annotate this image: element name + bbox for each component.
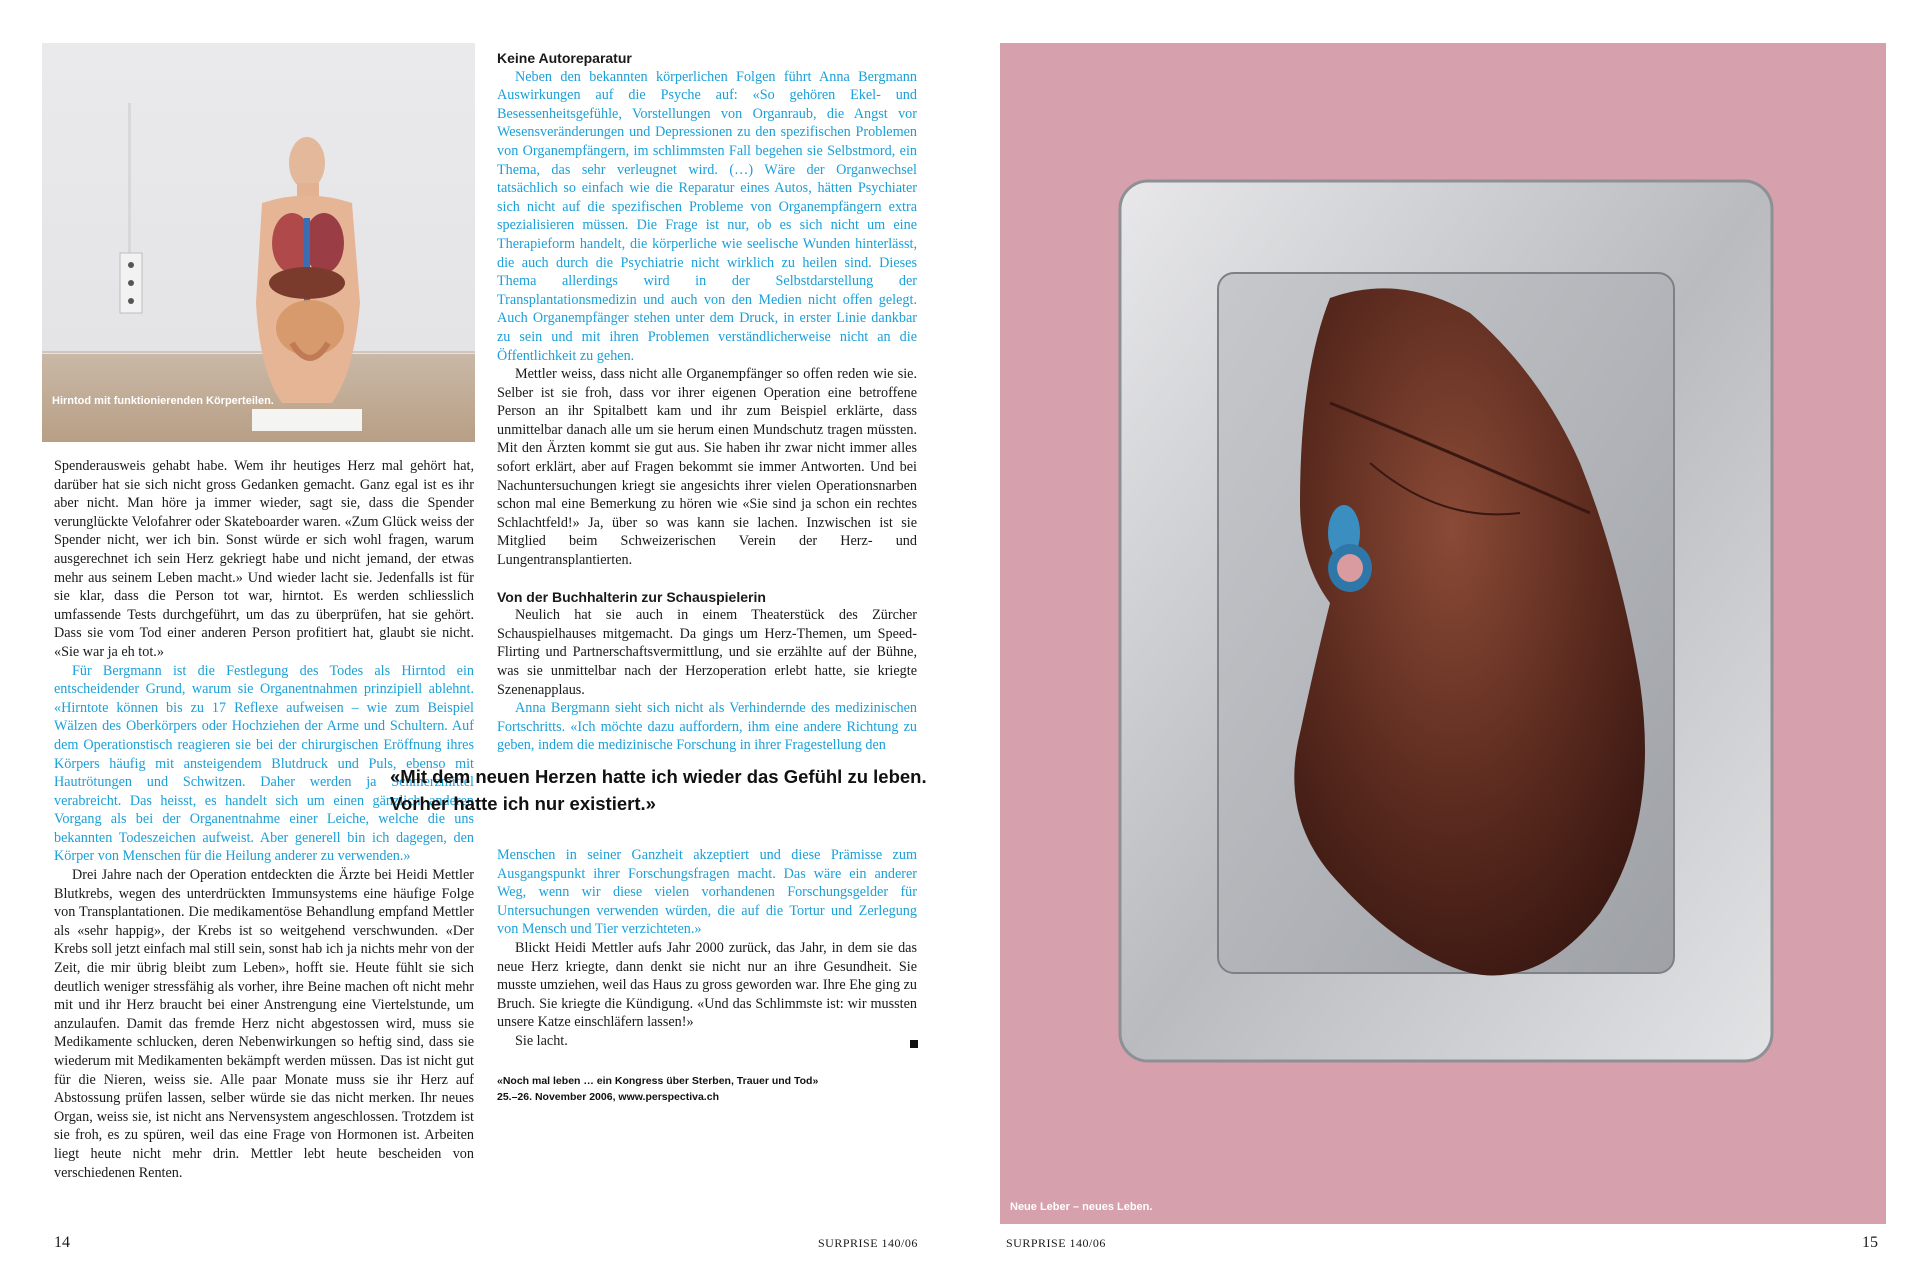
paragraph-quote: Neben den bekannten körperlichen Folgen führt Anna Bergmann Auswirkungen auf die Psyche auf: «So gehören Ekel- und Besessenheitsgefühle, Vorstellungen von Organraub, die Angst vor Wesensveränderungen und Depressionen zu den spezifischen Problemen von Organempfängern, im schlimmsten Fall begehen sie Selbstmord, ein Thema, das sehr verleugnet wird. (…) Wäre der Organwechsel tatsächlich so einfach wie die Reparatur eines Autos, hätten Psychiater sich nicht auf die spezifischen Probleme von Organempfängern extra spezialisieren müssen. Die Frage ist nur, ob es sich nicht um eine Therapieform handelt, die körperliche wie seelische Wunden hinterlässt, die auch durch die Psychiatrie nicht wirklich zu heilen sind. Dieses Thema allerdings wird in der Selbstdarstellung der Transplantationsmedizin und auch von den Medien nicht offen gelegt. Auch Organempfänger stehen unter dem Druck, in erster Linie dankbar zu sein und mit ihren Problemen verständlicherweise nicht an die Öffentlichkeit zu gehen. — [497, 68, 917, 364]
pull-quote: «Mit dem neuen Herzen hatte ich wieder das Gefühl zu leben. Vorher hatte ich nur existiert.» — [390, 766, 927, 814]
paragraph-quote: Anna Bergmann sieht sich nicht als Verhindernde des medizinischen Fortschritts. «Ich möchte dazu auffordern, ihm eine andere Richtung zu geben, indem die medizinische Forschung in ihrer Fragestellung den — [497, 700, 917, 754]
section-heading: Keine Autoreparatur — [497, 50, 632, 66]
torso-illustration — [42, 43, 475, 442]
end-mark — [910, 1040, 918, 1048]
liver-on-tray-photo — [1000, 43, 1886, 1224]
running-footer: SURPRISE 140/06 — [818, 1236, 918, 1250]
paragraph: Spenderausweis gehabt habe. Wem ihr heutiges Herz mal gehört hat, darüber hat sie sich nicht gross Gedanken gemacht. Ganz egal ist es ihr aber nicht. Man höre ja immer wieder, sagt sie, dass die Spender verunglückte Velofahrer oder Skateboarder waren. «Zum Glück weiss der Spender nicht, wer ich bin. Sonst würde er sich wohl fragen, warum ausgerechnet ich sein Herz gekriegt habe und nicht jemand, der etwas mehr aus seinem Leben macht.» Und wieder lacht sie. Jedenfalls ist für sie klar, dass die Person tot war, hirntot. Es werden schliesslich umfassende Tests durchgeführt, um das zu überprüfen, hat sie gehört. Dass sie vom Tod einer anderen Person profitiert hat, glaubt sie nicht. «Sie war ja eh tot.» — [54, 458, 474, 660]
paragraph: Blickt Heidi Mettler aufs Jahr 2000 zurück, das Jahr, in dem sie das neue Herz kriegte, dann denkt sie nicht nur an ihre Gesundheit. Sie musste umziehen, weil das Haus zu gross geworden war. Ihre Ehe ging zu Bruch. Sie kriegte die Kündigung. «Und das Schlimmste ist: wir mussten unsere Katze einschläfern lassen!» — [497, 939, 917, 1031]
paragraph: Mettler weiss, dass nicht alle Organempfänger so offen reden wie sie. Selber ist sie froh, dass vor ihrer eigenen Operation eine betroffene Person an ihr Spitalbett kam und ihr zum Beispiel erklärte, dass unmittelbar danach alle um sie herum einen Mundschutz tragen müssten. Mit den Ärzten kommt sie gut aus. Sie haben ihr zwar nicht immer alles sofort erklärt, aber auf Fragen bekommt sie immer Antworten. Und bei Nachuntersuchungen kriegt sie angesichts ihrer vielen Operationsnarben schon mal eine Bemerkung zu hören wie «Sie sind ja schon ein rechtes Schlachtfeld!» Ja, über so was kann sie lachen. Inzwischen ist sie Mitglied beim Schweizerischen Verein der Herz- und Lungentransplantierten. — [497, 366, 917, 569]
page-number: 15 — [1862, 1234, 1878, 1251]
torso-photo-caption: Hirntod mit funktionierenden Körperteilen. — [52, 395, 274, 407]
running-footer: SURPRISE 140/06 — [1006, 1236, 1106, 1250]
right-column-top — [497, 49, 917, 755]
section-heading: Von der Buchhalterin zur Schauspielerin — [497, 588, 766, 605]
right-column-bottom — [497, 846, 917, 1051]
right-page — [1000, 0, 1920, 1267]
paragraph-quote: Menschen in seiner Ganzheit akzeptiert und diese Prämisse zum Ausgangspunkt ihrer Forschungsfragen macht. Das wäre ein anderer Weg, wenn wir diese vielen vorhandenen Forschungsgelder für Untersuchungen verwenden würden, die auf die Tortur und Zerlegung von Mensch und Tier verzichteten.» — [497, 847, 917, 938]
credit-line: «Noch mal leben … ein Kongress über Sterben, Trauer und Tod» — [497, 1075, 819, 1087]
page-number: 14 — [54, 1234, 70, 1251]
event-credit — [497, 1073, 917, 1105]
liver-illustration — [1000, 43, 1886, 1224]
paragraph: Drei Jahre nach der Operation entdeckten die Ärzte bei Heidi Mettler Blutkrebs, wegen des unterdrückten Immunsystems eine häufige Folge von Transplantationen. Die medikamentöse Behandlung empfand Mettler als «sehr happig», der Krebs ist so weitgehend verschwunden. «Der Krebs soll jetzt einfach mal still sein, sonst hab ich ja nichts mehr von der Zeit, die mir übrig bleibt zum Leben», hofft sie. Heute fühlt sie sich deutlich weniger stressfähig als vorher, ihre Beine machen oft nicht mehr mit und ihr Herz braucht bei einer Anstrengung eine Viertelstunde, um anzulaufen. Damit das fremde Herz nicht abgestossen wird, muss sie Medikamente schlucken, deren Nebenwirkungen so heftig sind, dass sie wiederum mit Medikamenten bekämpft werden müssen. Das ist nicht gut für die Nieren, weiss sie. Alle paar Monate muss sie ihr Herz auf Abstossung prüfen lassen, selber würde sie das nicht merken. Ihr neues Organ, weiss sie, ist nicht ans Nervensystem angeschlossen. Trotzdem ist sie froh, es zu spüren, weil das eine Frage von Hormonen ist. Arbeiten liegt heute nicht mehr drin. Mettler lebt heute bescheiden von verschiedenen Renten. — [54, 867, 474, 1181]
torso-model-photo — [42, 43, 475, 442]
credit-line: 25.–26. November 2006, www.perspectiva.ch — [497, 1091, 719, 1103]
paragraph: Neulich hat sie auch in einem Theaterstück des Zürcher Schauspielhauses mitgemacht. Da gings um Herz-Themen, um Speed-Flirting und Partnerschaftsvermittlung, und sie erzählte auf der Bühne, was sie unmittelbar nach der Herzoperation erlebt hatte, sie kriegte Szenenapplaus. — [497, 607, 917, 698]
paragraph-quote: Für Bergmann ist die Festlegung des Todes als Hirntod ein entscheidender Grund, warum sie Organentnahmen prinzipiell ablehnt. «Hirntote können bis zu 17 Reflexe aufweisen – wie zum Beispiel Wälzen des Oberkörpers oder Hochziehen der Arme und Schultern. Auf dem Operationstisch reagieren sie bei der chirurgischen Eröffnung ihres Körpers häufig mit ansteigendem Blutdruck und Puls, ebenso mit Hautrötungen und Schwitzen. Daher werden ja Schmerzmittel verabreicht. Das heisst, es handelt sich um einen gänzlich anderen Vorgang als bei der Organentnahme einer Leiche, welche die uns bekannten Todeszeichen aufweist. Aber generell bin ich dagegen, den Körper von Menschen für die Heilung anderer zu verwenden.» — [54, 662, 474, 865]
paragraph: Sie lacht. — [515, 1032, 568, 1049]
left-column-text — [54, 457, 474, 1182]
liver-photo-caption: Neue Leber – neues Leben. — [1010, 1201, 1153, 1213]
